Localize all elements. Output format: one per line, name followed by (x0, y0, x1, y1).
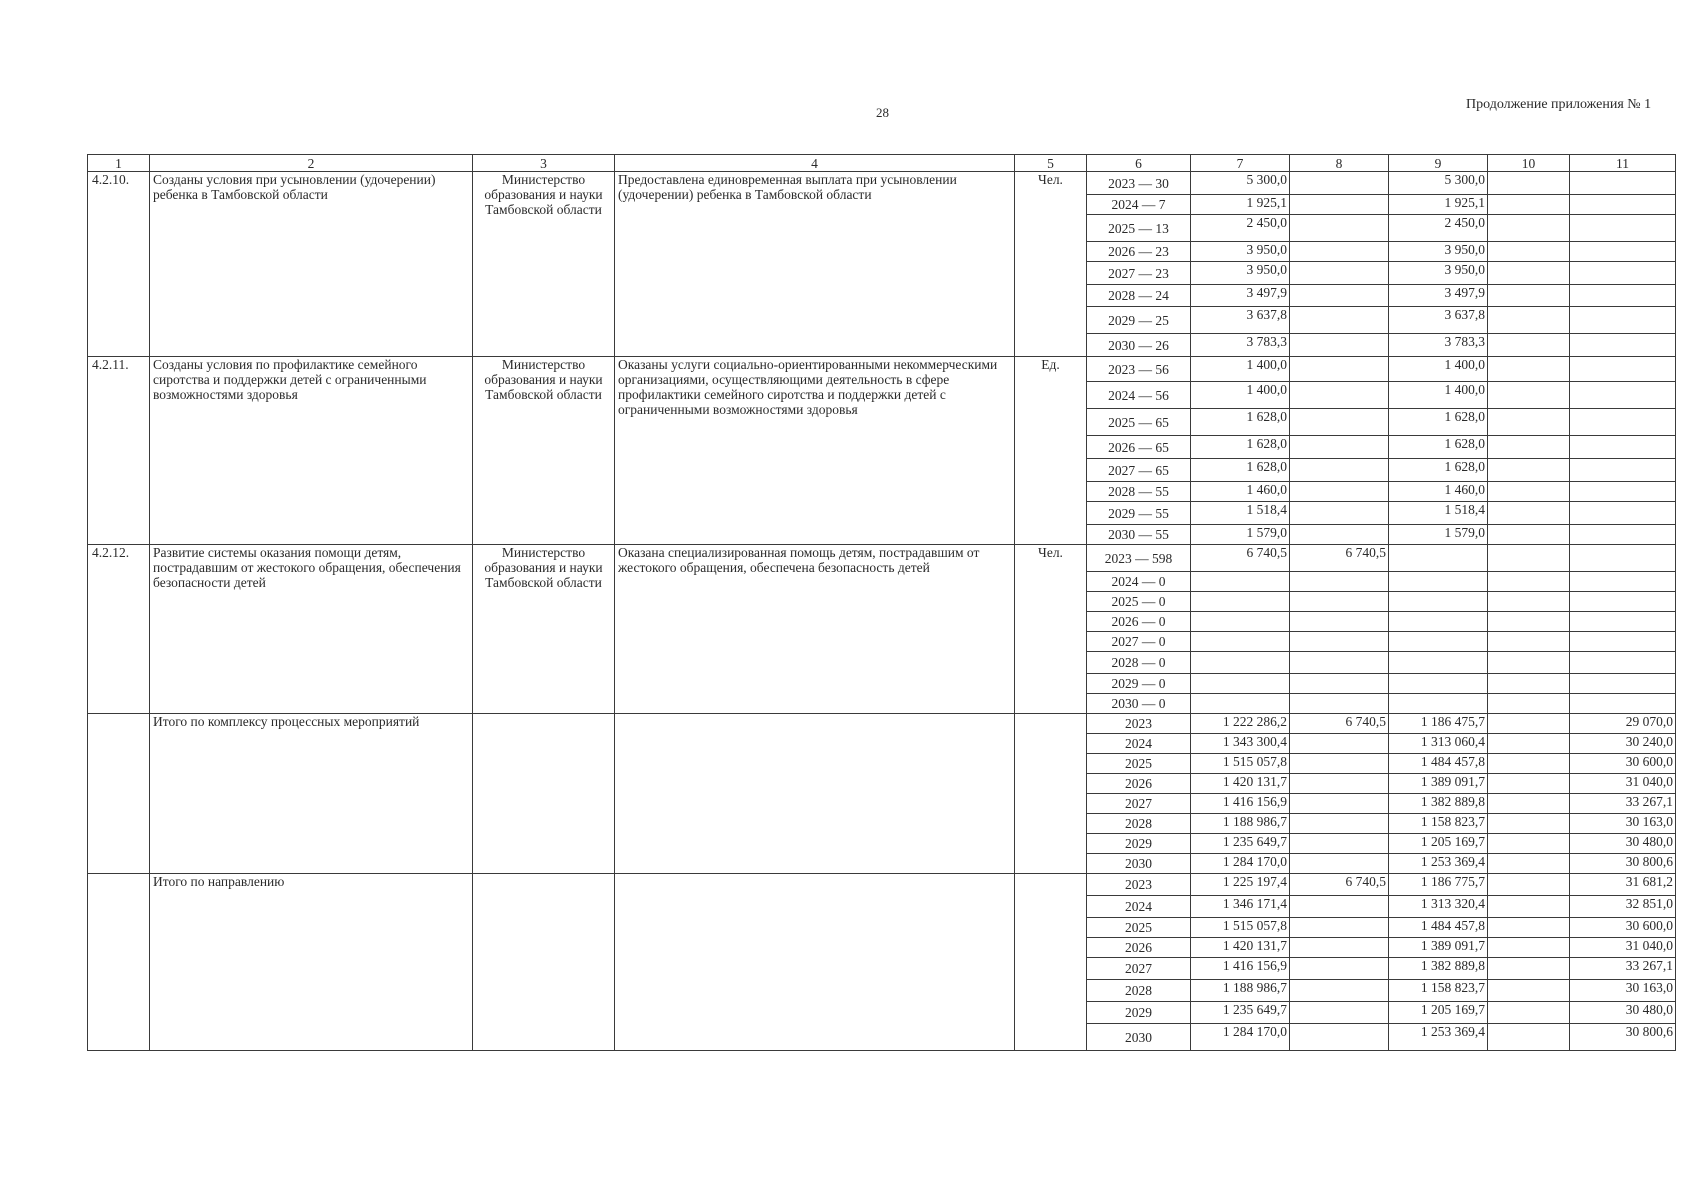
page-number: 28 (876, 105, 889, 120)
year-cell: 2030 — 55 (1087, 525, 1191, 545)
cell-col11 (1570, 482, 1676, 502)
cell-col7: 1 628,0 (1191, 459, 1290, 482)
year-cell: 2029 — 55 (1087, 502, 1191, 525)
year-cell: 2029 — 0 (1087, 674, 1191, 694)
cell-col10 (1488, 938, 1570, 958)
group-executor (473, 714, 615, 874)
cell-col9: 1 400,0 (1389, 382, 1488, 409)
cell-col11 (1570, 652, 1676, 674)
group-executor: Министерство образования и науки Тамбовской области (473, 172, 615, 357)
cell-col8 (1290, 918, 1389, 938)
cell-col8 (1290, 834, 1389, 854)
cell-col10 (1488, 242, 1570, 262)
year-cell: 2026 (1087, 774, 1191, 794)
cell-col11: 31 681,2 (1570, 874, 1676, 896)
cell-col8 (1290, 357, 1389, 382)
cell-col11: 33 267,1 (1570, 958, 1676, 980)
cell-col10 (1488, 459, 1570, 482)
year-cell: 2025 (1087, 754, 1191, 774)
cell-col7: 5 300,0 (1191, 172, 1290, 195)
cell-col9 (1389, 612, 1488, 632)
cell-col10 (1488, 814, 1570, 834)
cell-col10 (1488, 545, 1570, 572)
cell-col7: 1 628,0 (1191, 409, 1290, 436)
cell-col8: 6 740,5 (1290, 874, 1389, 896)
cell-col7: 1 579,0 (1191, 525, 1290, 545)
cell-col8 (1290, 814, 1389, 834)
cell-col11 (1570, 525, 1676, 545)
cell-col10 (1488, 918, 1570, 938)
cell-col8 (1290, 612, 1389, 632)
cell-col8 (1290, 382, 1389, 409)
cell-col8 (1290, 409, 1389, 436)
group-result: Оказана специализированная помощь детям, пострадавшим от жестокого обращения, обеспечена безопасность детей (615, 545, 1015, 714)
cell-col11: 29 070,0 (1570, 714, 1676, 734)
cell-col11 (1570, 382, 1676, 409)
cell-col7 (1191, 652, 1290, 674)
cell-col11 (1570, 694, 1676, 714)
cell-col11: 33 267,1 (1570, 794, 1676, 814)
cell-col7 (1191, 674, 1290, 694)
year-cell: 2023 — 30 (1087, 172, 1191, 195)
cell-col11 (1570, 572, 1676, 592)
cell-col9: 2 450,0 (1389, 215, 1488, 242)
group-executor: Министерство образования и науки Тамбовской области (473, 545, 615, 714)
cell-col11 (1570, 172, 1676, 195)
cell-col7: 2 450,0 (1191, 215, 1290, 242)
cell-col8 (1290, 674, 1389, 694)
cell-col7: 3 950,0 (1191, 242, 1290, 262)
cell-col8 (1290, 334, 1389, 357)
cell-col7: 1 628,0 (1191, 436, 1290, 459)
cell-col9: 1 925,1 (1389, 195, 1488, 215)
cell-col7: 1 400,0 (1191, 382, 1290, 409)
cell-col9 (1389, 572, 1488, 592)
cell-col7 (1191, 592, 1290, 612)
cell-col10 (1488, 754, 1570, 774)
group-unit (1015, 874, 1087, 1051)
year-cell: 2024 — 56 (1087, 382, 1191, 409)
cell-col9: 1 389 091,7 (1389, 938, 1488, 958)
cell-col9: 1 253 369,4 (1389, 854, 1488, 874)
year-cell: 2025 — 0 (1087, 592, 1191, 612)
cell-col10 (1488, 714, 1570, 734)
group-executor: Министерство образования и науки Тамбовской области (473, 357, 615, 545)
cell-col10 (1488, 674, 1570, 694)
cell-col9: 1 205 169,7 (1389, 1002, 1488, 1024)
cell-col8 (1290, 958, 1389, 980)
year-cell: 2028 (1087, 814, 1191, 834)
group-name: Итого по направлению (150, 874, 473, 1051)
cell-col10 (1488, 436, 1570, 459)
cell-col10 (1488, 357, 1570, 382)
cell-col11 (1570, 459, 1676, 482)
cell-col10 (1488, 262, 1570, 285)
cell-col8 (1290, 694, 1389, 714)
col-header-2: 2 (150, 155, 473, 172)
cell-col7: 1 400,0 (1191, 357, 1290, 382)
cell-col11 (1570, 242, 1676, 262)
year-cell: 2028 — 0 (1087, 652, 1191, 674)
year-cell: 2030 — 26 (1087, 334, 1191, 357)
group-name: Развитие системы оказания помощи детям, пострадавшим от жестокого обращения, обеспечения безопасности детей (150, 545, 473, 714)
year-cell: 2029 (1087, 834, 1191, 854)
year-cell: 2025 — 65 (1087, 409, 1191, 436)
cell-col11 (1570, 195, 1676, 215)
cell-col10 (1488, 195, 1570, 215)
col-header-6: 6 (1087, 155, 1191, 172)
cell-col10 (1488, 307, 1570, 334)
group-name: Созданы условия по профилактике семейного сиротства и поддержки детей с ограниченными возможностями здоровья (150, 357, 473, 545)
cell-col9: 1 253 369,4 (1389, 1024, 1488, 1051)
col-header-11: 11 (1570, 155, 1676, 172)
cell-col7: 1 515 057,8 (1191, 918, 1290, 938)
cell-col7: 1 460,0 (1191, 482, 1290, 502)
cell-col8 (1290, 794, 1389, 814)
cell-col8 (1290, 896, 1389, 918)
table-row (88, 357, 1676, 382)
cell-col8 (1290, 525, 1389, 545)
cell-col9: 3 637,8 (1389, 307, 1488, 334)
cell-col9: 1 158 823,7 (1389, 814, 1488, 834)
cell-col10 (1488, 382, 1570, 409)
cell-col9: 1 579,0 (1389, 525, 1488, 545)
group-code: 4.2.11. (88, 357, 150, 545)
year-cell: 2026 (1087, 938, 1191, 958)
cell-col9 (1389, 652, 1488, 674)
cell-col10 (1488, 592, 1570, 612)
cell-col9: 1 400,0 (1389, 357, 1488, 382)
year-cell: 2025 — 13 (1087, 215, 1191, 242)
cell-col10 (1488, 896, 1570, 918)
cell-col11: 30 800,6 (1570, 1024, 1676, 1051)
table-row (88, 172, 1676, 195)
group-code: 4.2.12. (88, 545, 150, 714)
col-header-5: 5 (1015, 155, 1087, 172)
cell-col9: 1 484 457,8 (1389, 918, 1488, 938)
cell-col11 (1570, 545, 1676, 572)
table-row (88, 714, 1676, 734)
group-result: Оказаны услуги социально-ориентированными некоммерческими организациями, осуществляющими деятельность в сфере профилактики семейного сиротства и поддержки детей с ограниченными возможностями здоровья (615, 357, 1015, 545)
cell-col11: 30 600,0 (1570, 754, 1676, 774)
group-code: 4.2.10. (88, 172, 150, 357)
cell-col8 (1290, 436, 1389, 459)
cell-col8 (1290, 215, 1389, 242)
group-code (88, 874, 150, 1051)
cell-col9: 3 950,0 (1389, 262, 1488, 285)
cell-col7: 1 518,4 (1191, 502, 1290, 525)
cell-col9: 1 313 320,4 (1389, 896, 1488, 918)
cell-col11: 31 040,0 (1570, 774, 1676, 794)
col-header-7: 7 (1191, 155, 1290, 172)
group-name: Итого по комплексу процессных мероприятий (150, 714, 473, 874)
cell-col9: 5 300,0 (1389, 172, 1488, 195)
cell-col9: 1 313 060,4 (1389, 734, 1488, 754)
year-cell: 2030 — 0 (1087, 694, 1191, 714)
group-result (615, 714, 1015, 874)
group-unit (1015, 714, 1087, 874)
cell-col9: 1 382 889,8 (1389, 794, 1488, 814)
cell-col9: 1 628,0 (1389, 459, 1488, 482)
cell-col7: 1 188 986,7 (1191, 980, 1290, 1002)
cell-col10 (1488, 694, 1570, 714)
year-cell: 2024 (1087, 734, 1191, 754)
cell-col11 (1570, 262, 1676, 285)
cell-col10 (1488, 502, 1570, 525)
cell-col9: 1 628,0 (1389, 409, 1488, 436)
cell-col8 (1290, 172, 1389, 195)
cell-col7: 1 925,1 (1191, 195, 1290, 215)
cell-col11: 30 600,0 (1570, 918, 1676, 938)
year-cell: 2024 — 7 (1087, 195, 1191, 215)
cell-col7: 1 188 986,7 (1191, 814, 1290, 834)
cell-col7: 3 950,0 (1191, 262, 1290, 285)
cell-col9: 1 484 457,8 (1389, 754, 1488, 774)
appendix-label: Продолжение приложения № 1 (1466, 97, 1652, 112)
group-name: Созданы условия при усыновлении (удочерении) ребенка в Тамбовской области (150, 172, 473, 357)
cell-col9: 1 628,0 (1389, 436, 1488, 459)
col-header-4: 4 (615, 155, 1015, 172)
cell-col10 (1488, 794, 1570, 814)
cell-col8: 6 740,5 (1290, 545, 1389, 572)
cell-col9: 1 460,0 (1389, 482, 1488, 502)
cell-col9: 1 205 169,7 (1389, 834, 1488, 854)
cell-col8 (1290, 285, 1389, 307)
cell-col8 (1290, 242, 1389, 262)
cell-col11: 30 163,0 (1570, 814, 1676, 834)
cell-col11 (1570, 592, 1676, 612)
cell-col11: 31 040,0 (1570, 938, 1676, 958)
year-cell: 2027 (1087, 794, 1191, 814)
cell-col7: 1 235 649,7 (1191, 834, 1290, 854)
cell-col8 (1290, 262, 1389, 285)
cell-col7: 1 225 197,4 (1191, 874, 1290, 896)
cell-col7: 1 343 300,4 (1191, 734, 1290, 754)
cell-col8 (1290, 592, 1389, 612)
year-cell: 2024 (1087, 896, 1191, 918)
year-cell: 2027 — 0 (1087, 632, 1191, 652)
year-cell: 2027 (1087, 958, 1191, 980)
cell-col11: 30 800,6 (1570, 854, 1676, 874)
year-cell: 2030 (1087, 854, 1191, 874)
cell-col10 (1488, 854, 1570, 874)
cell-col8 (1290, 774, 1389, 794)
cell-col10 (1488, 1024, 1570, 1051)
year-cell: 2027 — 65 (1087, 459, 1191, 482)
cell-col9: 3 950,0 (1389, 242, 1488, 262)
year-cell: 2026 — 65 (1087, 436, 1191, 459)
cell-col9 (1389, 694, 1488, 714)
col-header-1: 1 (88, 155, 150, 172)
cell-col8 (1290, 854, 1389, 874)
year-cell: 2023 (1087, 714, 1191, 734)
cell-col9: 1 389 091,7 (1389, 774, 1488, 794)
cell-col10 (1488, 958, 1570, 980)
cell-col10 (1488, 652, 1570, 674)
cell-col11: 30 240,0 (1570, 734, 1676, 754)
cell-col10 (1488, 525, 1570, 545)
cell-col8 (1290, 1024, 1389, 1051)
cell-col7: 1 284 170,0 (1191, 1024, 1290, 1051)
year-cell: 2028 — 24 (1087, 285, 1191, 307)
cell-col10 (1488, 632, 1570, 652)
cell-col8 (1290, 195, 1389, 215)
cell-col11 (1570, 612, 1676, 632)
cell-col7: 1 420 131,7 (1191, 774, 1290, 794)
cell-col9 (1389, 674, 1488, 694)
table-body (88, 172, 1676, 1051)
cell-col11: 30 480,0 (1570, 1002, 1676, 1024)
group-code (88, 714, 150, 874)
cell-col11: 32 851,0 (1570, 896, 1676, 918)
cell-col7 (1191, 632, 1290, 652)
cell-col7: 1 235 649,7 (1191, 1002, 1290, 1024)
cell-col11 (1570, 632, 1676, 652)
cell-col8 (1290, 652, 1389, 674)
cell-col9: 1 518,4 (1389, 502, 1488, 525)
cell-col7: 1 515 057,8 (1191, 754, 1290, 774)
cell-col7 (1191, 572, 1290, 592)
cell-col11: 30 163,0 (1570, 980, 1676, 1002)
cell-col10 (1488, 834, 1570, 854)
cell-col11: 30 480,0 (1570, 834, 1676, 854)
year-cell: 2025 (1087, 918, 1191, 938)
group-result (615, 874, 1015, 1051)
cell-col9 (1389, 545, 1488, 572)
col-header-9: 9 (1389, 155, 1488, 172)
year-cell: 2027 — 23 (1087, 262, 1191, 285)
year-cell: 2028 — 55 (1087, 482, 1191, 502)
year-cell: 2026 — 0 (1087, 612, 1191, 632)
cell-col10 (1488, 409, 1570, 436)
cell-col8 (1290, 754, 1389, 774)
cell-col11 (1570, 307, 1676, 334)
cell-col9 (1389, 592, 1488, 612)
cell-col10 (1488, 572, 1570, 592)
year-cell: 2024 — 0 (1087, 572, 1191, 592)
cell-col10 (1488, 285, 1570, 307)
cell-col9: 3 497,9 (1389, 285, 1488, 307)
cell-col8 (1290, 459, 1389, 482)
measures-table-wrapper (87, 154, 1676, 1051)
cell-col7: 1 222 286,2 (1191, 714, 1290, 734)
cell-col9: 3 783,3 (1389, 334, 1488, 357)
cell-col9: 1 158 823,7 (1389, 980, 1488, 1002)
cell-col7: 3 783,3 (1191, 334, 1290, 357)
year-cell: 2023 (1087, 874, 1191, 896)
cell-col10 (1488, 874, 1570, 896)
cell-col8 (1290, 307, 1389, 334)
group-unit: Чел. (1015, 172, 1087, 357)
cell-col7: 1 416 156,9 (1191, 794, 1290, 814)
cell-col7: 3 637,8 (1191, 307, 1290, 334)
cell-col8 (1290, 734, 1389, 754)
cell-col8 (1290, 482, 1389, 502)
cell-col10 (1488, 215, 1570, 242)
cell-col10 (1488, 1002, 1570, 1024)
cell-col11 (1570, 357, 1676, 382)
year-cell: 2026 — 23 (1087, 242, 1191, 262)
cell-col10 (1488, 334, 1570, 357)
col-header-3: 3 (473, 155, 615, 172)
col-header-8: 8 (1290, 155, 1389, 172)
cell-col8 (1290, 938, 1389, 958)
cell-col10 (1488, 734, 1570, 754)
group-result: Предоставлена единовременная выплата при усыновлении (удочерении) ребенка в Тамбовской области (615, 172, 1015, 357)
cell-col10 (1488, 612, 1570, 632)
cell-col7: 1 346 171,4 (1191, 896, 1290, 918)
cell-col7: 1 284 170,0 (1191, 854, 1290, 874)
cell-col8 (1290, 502, 1389, 525)
cell-col11 (1570, 215, 1676, 242)
cell-col7 (1191, 612, 1290, 632)
cell-col11 (1570, 674, 1676, 694)
group-executor (473, 874, 615, 1051)
cell-col7 (1191, 694, 1290, 714)
cell-col11 (1570, 409, 1676, 436)
year-cell: 2028 (1087, 980, 1191, 1002)
cell-col11 (1570, 285, 1676, 307)
cell-col9: 1 186 475,7 (1389, 714, 1488, 734)
year-cell: 2023 — 56 (1087, 357, 1191, 382)
cell-col8 (1290, 632, 1389, 652)
group-unit: Ед. (1015, 357, 1087, 545)
cell-col11 (1570, 436, 1676, 459)
table-row (88, 874, 1676, 896)
cell-col9: 1 382 889,8 (1389, 958, 1488, 980)
cell-col7: 3 497,9 (1191, 285, 1290, 307)
year-cell: 2023 — 598 (1087, 545, 1191, 572)
group-unit: Чел. (1015, 545, 1087, 714)
cell-col10 (1488, 980, 1570, 1002)
cell-col8 (1290, 572, 1389, 592)
cell-col8 (1290, 1002, 1389, 1024)
table-row (88, 545, 1676, 572)
year-cell: 2029 (1087, 1002, 1191, 1024)
cell-col10 (1488, 482, 1570, 502)
cell-col7: 1 416 156,9 (1191, 958, 1290, 980)
col-header-10: 10 (1488, 155, 1570, 172)
cell-col9: 1 186 775,7 (1389, 874, 1488, 896)
cell-col7: 6 740,5 (1191, 545, 1290, 572)
cell-col10 (1488, 172, 1570, 195)
cell-col9 (1389, 632, 1488, 652)
cell-col7: 1 420 131,7 (1191, 938, 1290, 958)
cell-col8 (1290, 980, 1389, 1002)
cell-col8: 6 740,5 (1290, 714, 1389, 734)
measures-table (87, 154, 1676, 1051)
cell-col11 (1570, 502, 1676, 525)
cell-col11 (1570, 334, 1676, 357)
year-cell: 2029 — 25 (1087, 307, 1191, 334)
column-number-row (88, 155, 1676, 172)
cell-col10 (1488, 774, 1570, 794)
year-cell: 2030 (1087, 1024, 1191, 1051)
